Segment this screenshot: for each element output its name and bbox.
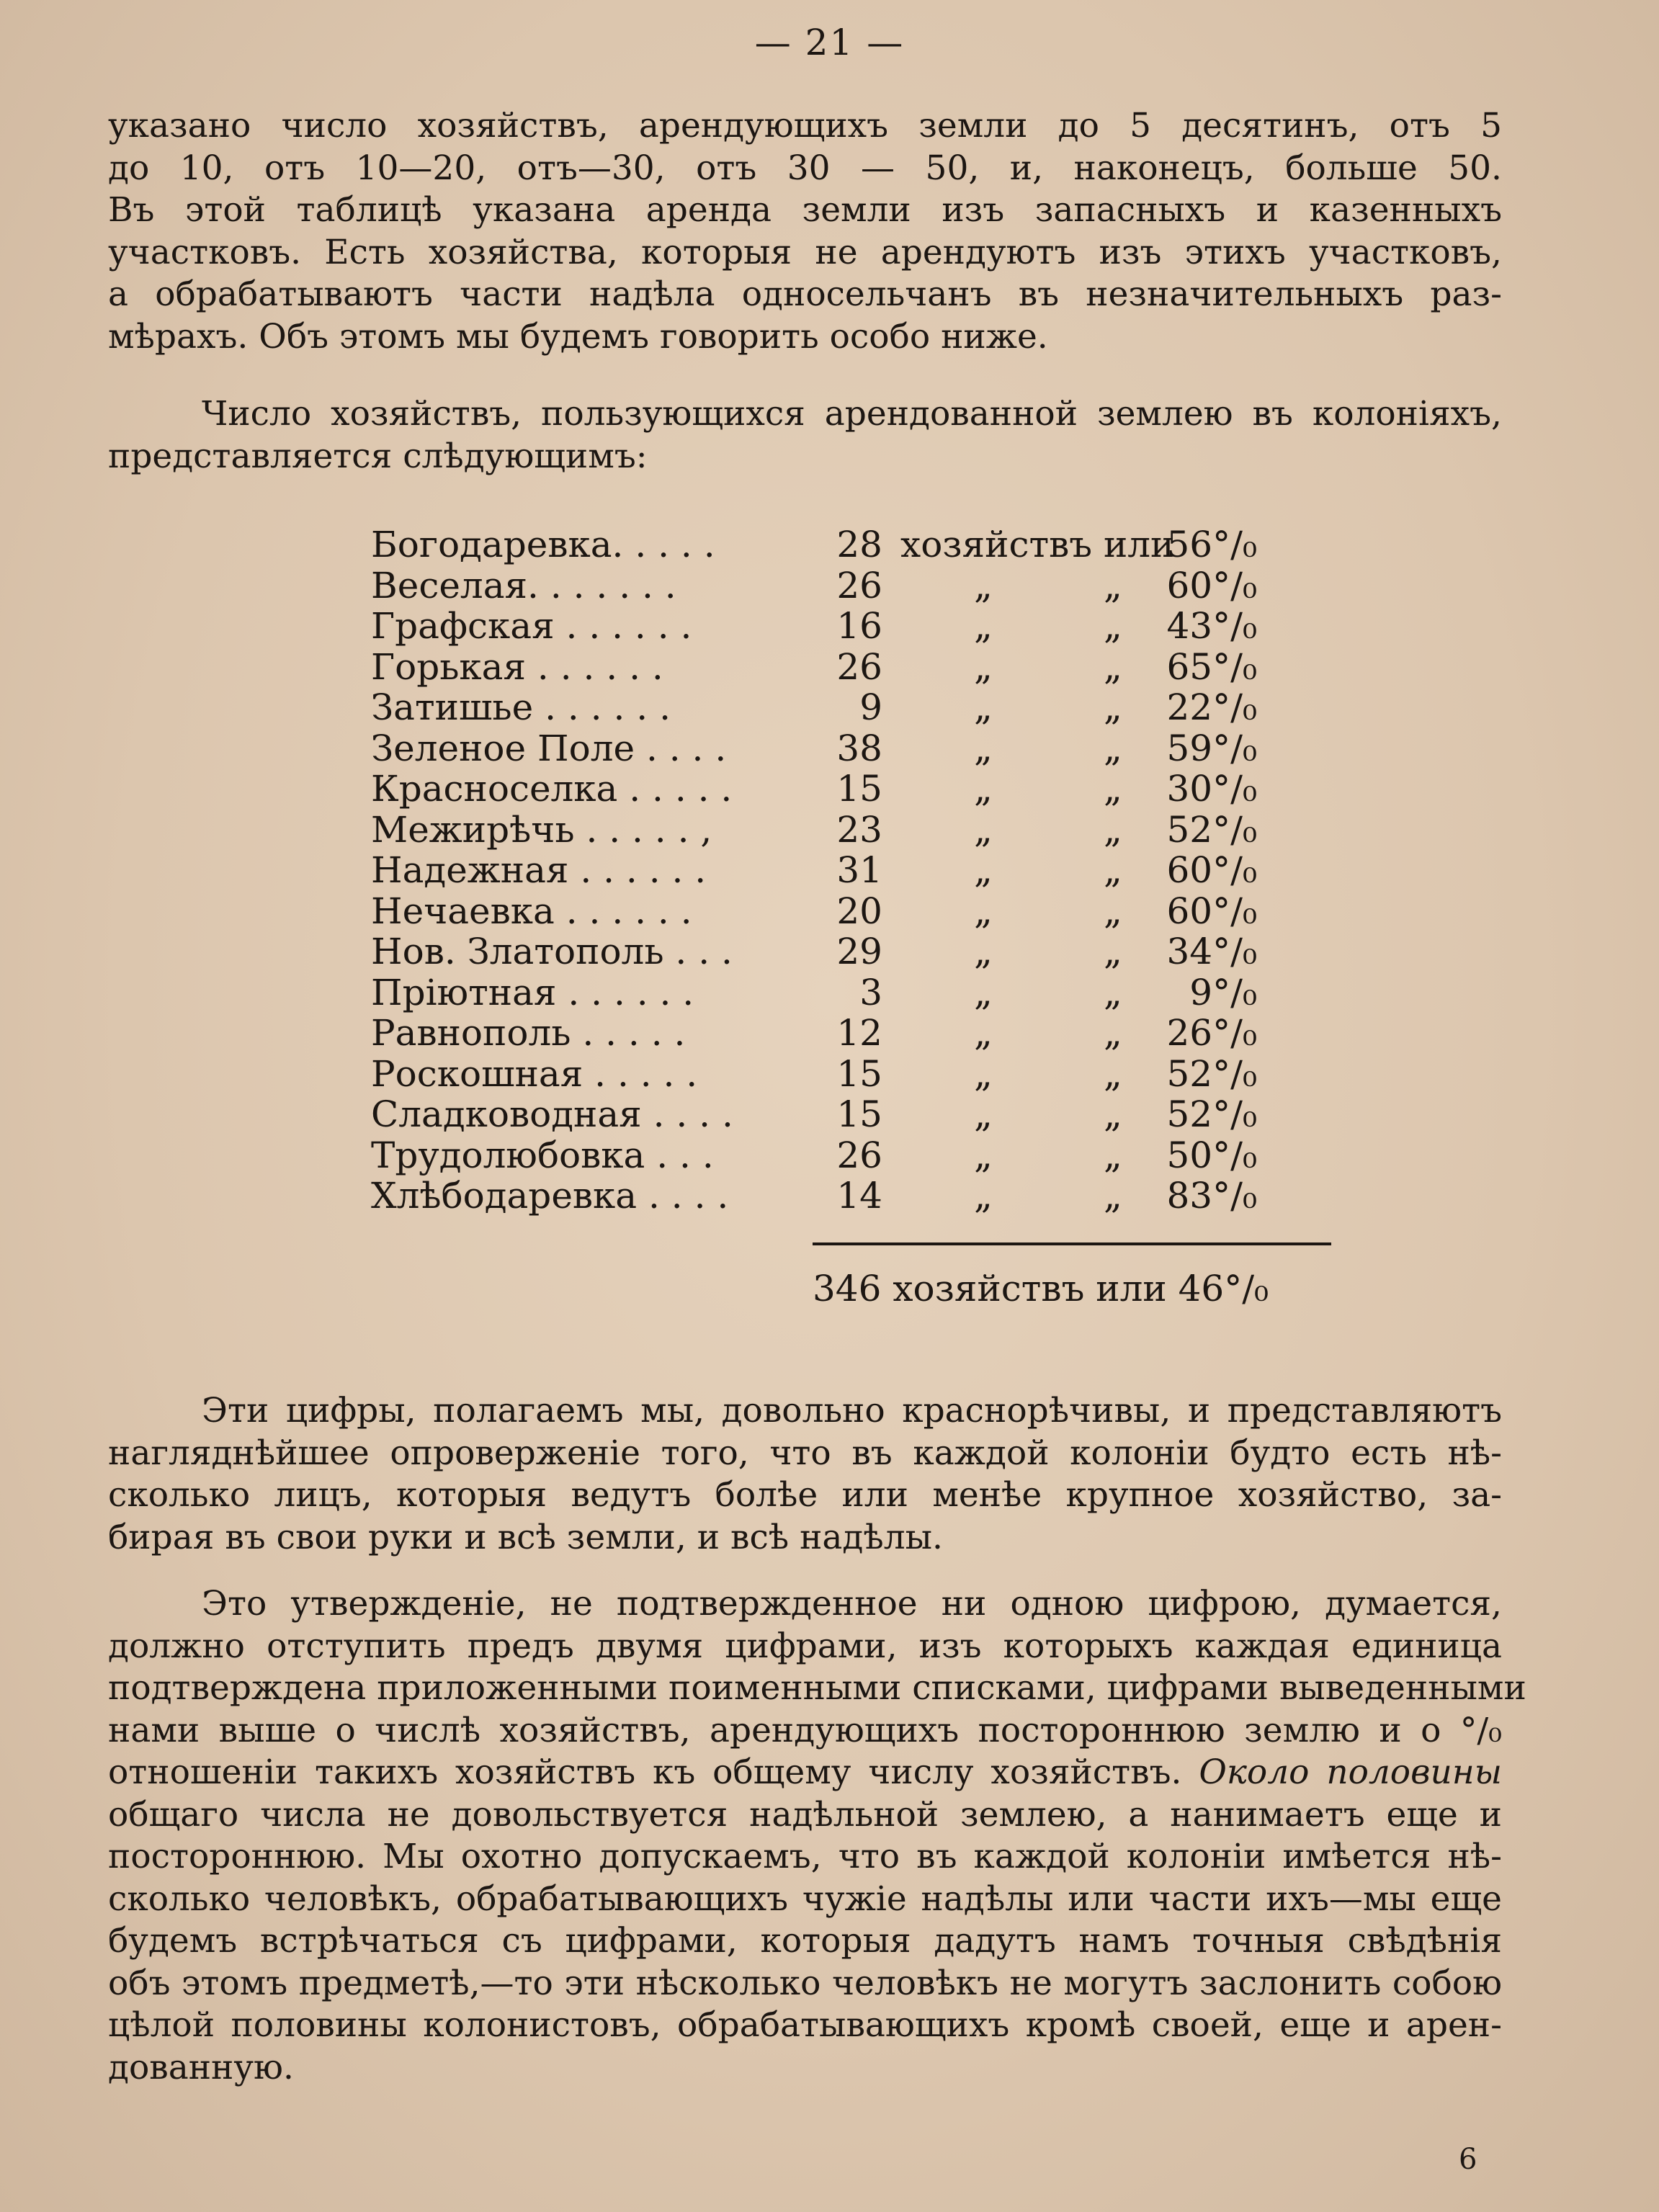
text-line: мѣрахъ. Объ этомъ мы будемъ говорить особо ниже. — [108, 316, 1048, 357]
percent-value: 52°/₀ — [1166, 1052, 1257, 1095]
text-line: должно отступить предъ двумя цифрами, изъ которыхъ каждая единица — [108, 1626, 1502, 1666]
percent-value: 65°/₀ — [1166, 645, 1257, 688]
table-row — [371, 891, 1329, 932]
paragraph-argument — [108, 1583, 1526, 2089]
paragraph-conclusion — [108, 1390, 1502, 1559]
table-row — [371, 1054, 1329, 1095]
page-number-header: — 21 — — [754, 22, 905, 63]
percent-value: 30°/₀ — [1166, 768, 1257, 810]
percent-value: 9°/₀ — [1189, 971, 1257, 1013]
colony-name: Надежная . . . . . . — [371, 849, 707, 891]
ditto-mark: „ — [974, 971, 993, 1013]
text-line: участковъ. Есть хозяйства, которыя не арендуютъ изъ этихъ участковъ, — [108, 232, 1502, 272]
text-line: будемъ встрѣчаться съ цифрами, которыя дадутъ намъ точныя свѣдѣнія — [108, 1921, 1502, 1961]
table-row — [371, 606, 1329, 647]
colony-name: Красноселка . . . . . — [371, 768, 733, 810]
text-line: до 10, отъ 10—20, отъ—30, отъ 30 — 50, и, наконецъ, больше 50. — [108, 148, 1502, 188]
ditto-mark: „ — [974, 605, 993, 647]
text-line: бирая въ свои руки и всѣ земли, и всѣ надѣлы. — [108, 1517, 943, 1557]
household-count: 38 — [836, 727, 882, 769]
table-row — [371, 850, 1329, 891]
ditto-mark: „ — [974, 645, 993, 688]
text-line: цѣлой половины колонистовъ, обрабатывающихъ кромѣ своей, еще и арен- — [108, 2005, 1502, 2045]
percent-value: 56°/₀ — [1166, 524, 1257, 565]
ditto-mark: „ — [1104, 605, 1122, 647]
ditto-mark: „ — [1104, 808, 1122, 851]
text-line: Эти цифры, полагаемъ мы, довольно краснорѣчивы, и представляютъ — [202, 1391, 1502, 1430]
ditto-mark: „ — [1104, 849, 1122, 891]
text-segment: отношеніи такихъ хозяйствъ къ общему числу хозяйствъ. — [108, 1752, 1182, 1792]
ditto-mark: „ — [974, 1052, 993, 1095]
percent-value: 83°/₀ — [1166, 1175, 1257, 1217]
table-row — [371, 1176, 1329, 1217]
ditto-mark: „ — [974, 1012, 993, 1054]
household-count: 23 — [836, 808, 882, 851]
colony-name: Пріютная . . . . . . — [371, 971, 694, 1013]
signature-mark: 6 — [1459, 2143, 1477, 2176]
percent-value: 26°/₀ — [1166, 1012, 1257, 1054]
ditto-mark: „ — [974, 931, 993, 972]
table-row — [371, 728, 1329, 769]
household-count: 14 — [836, 1175, 882, 1217]
colony-name: Нечаевка . . . . . . — [371, 890, 692, 932]
ditto-mark: „ — [974, 849, 993, 891]
colony-name: Горькая . . . . . . — [371, 645, 663, 688]
percent-value: 60°/₀ — [1166, 564, 1257, 606]
household-count: 15 — [836, 1093, 882, 1135]
paragraph-intro — [108, 105, 1502, 358]
ditto-mark: „ — [1104, 1175, 1122, 1217]
text-line: общаго числа не довольствуется надѣльной землею, а нанимаетъ еще и — [108, 1794, 1502, 1835]
text-line: постороннюю. Мы охотно допускаемъ, что въ каждой колоніи имѣется нѣ- — [108, 1837, 1502, 1876]
table-row — [371, 647, 1329, 688]
percent-value: 22°/₀ — [1166, 686, 1257, 728]
text-line: представляется слѣдующимъ: — [108, 436, 648, 476]
percent-value: 59°/₀ — [1166, 727, 1257, 769]
ditto-mark: „ — [1104, 727, 1122, 769]
colony-name: Сладководная . . . . — [371, 1093, 733, 1135]
colony-name: Зеленое Поле . . . . — [371, 727, 727, 769]
text-line: сколько лицъ, которыя ведутъ болѣе или менѣе крупное хозяйство, за- — [108, 1475, 1502, 1515]
italic-phrase: Около половины — [1199, 1752, 1502, 1792]
percent-value: 52°/₀ — [1166, 808, 1257, 851]
ditto-mark: „ — [1104, 645, 1122, 688]
household-count: 26 — [836, 1134, 882, 1176]
ditto-mark: „ — [974, 1093, 993, 1135]
percent-value: 60°/₀ — [1166, 849, 1257, 891]
colony-name: Межирѣчь . . . . . , — [371, 808, 712, 851]
text-line: нами выше о числѣ хозяйствъ, арендующихъ постороннюю землю и о °/₀ — [108, 1710, 1502, 1750]
ditto-mark: „ — [1104, 1052, 1122, 1095]
ditto-mark: „ — [974, 1175, 993, 1217]
household-count: 15 — [836, 1052, 882, 1095]
text-line-with-italic — [108, 1752, 1502, 1794]
ditto-mark: „ — [1104, 971, 1122, 1013]
text-line: Число хозяйствъ, пользующихся арендованной землею въ колоніяхъ, — [202, 394, 1502, 434]
percent-value: 60°/₀ — [1166, 890, 1257, 932]
ditto-mark: „ — [1104, 686, 1122, 728]
ditto-mark: „ — [974, 808, 993, 851]
table-row — [371, 565, 1329, 606]
household-count: 26 — [836, 645, 882, 688]
household-count: 15 — [836, 768, 882, 810]
household-count: 20 — [836, 890, 882, 932]
text-line: сколько человѣкъ, обрабатывающихъ чужіе надѣлы или части ихъ—мы еще — [108, 1879, 1502, 1919]
ditto-mark: „ — [974, 686, 993, 728]
table-row — [371, 769, 1329, 810]
table-row — [371, 1013, 1329, 1054]
colony-name: Веселая. . . . . . . — [371, 564, 676, 606]
ditto-mark: „ — [974, 890, 993, 932]
ditto-mark: „ — [1104, 1012, 1122, 1054]
table-row — [371, 1135, 1329, 1176]
colony-name: Графская . . . . . . — [371, 605, 692, 647]
text-line: нагляднѣйшее опроверженіе того, что въ каждой колоніи будто есть нѣ- — [108, 1433, 1502, 1473]
text-line: подтверждена приложенными поименными списками, цифрами выведенными — [108, 1668, 1526, 1708]
paragraph-table-lead — [108, 393, 1502, 478]
table-row — [371, 687, 1329, 728]
household-count: 28 — [836, 524, 882, 565]
percent-value: 50°/₀ — [1166, 1134, 1257, 1176]
text-line: указано число хозяйствъ, арендующихъ земли до 5 десятинъ, отъ 5 — [108, 106, 1502, 145]
text-line: а обрабатываютъ части надѣла односельчанъ въ незначительныхъ раз- — [108, 274, 1502, 314]
household-count: 31 — [836, 849, 882, 891]
table-row — [371, 972, 1329, 1013]
text-line: объ этомъ предметѣ,—то эти нѣсколько человѣкъ не могутъ заслонить собою — [108, 1963, 1502, 2003]
household-count: 16 — [836, 605, 882, 647]
household-count: 29 — [836, 931, 882, 972]
colony-name: Хлѣбодаревка . . . . — [371, 1175, 729, 1217]
text-line: Въ этой таблицѣ указана аренда земли изъ запасныхъ и казенныхъ — [108, 190, 1502, 230]
colony-name: Равнополь . . . . . — [371, 1012, 686, 1054]
total-rule — [813, 1242, 1331, 1245]
household-count: 3 — [859, 971, 882, 1013]
colony-name: Богодаревка. . . . . — [371, 524, 715, 565]
household-count: 9 — [859, 686, 882, 728]
colony-rental-table — [371, 524, 1329, 1217]
unit-label: хозяйствъ или — [900, 524, 1175, 565]
ditto-mark: „ — [1104, 890, 1122, 932]
colony-name: Роскошная . . . . . — [371, 1052, 698, 1095]
ditto-mark: „ — [974, 1134, 993, 1176]
text-line: дованную. — [108, 2047, 294, 2087]
ditto-mark: „ — [1104, 1093, 1122, 1135]
ditto-mark: „ — [1104, 1134, 1122, 1176]
text-line: Это утвержденіе, не подтвержденное ни одною цифрою, думается, — [202, 1584, 1502, 1624]
table-total: 346 хозяйствъ или 46°/₀ — [813, 1268, 1269, 1309]
percent-value: 34°/₀ — [1166, 931, 1257, 972]
ditto-mark: „ — [974, 768, 993, 810]
ditto-mark: „ — [1104, 564, 1122, 606]
ditto-mark: „ — [974, 727, 993, 769]
percent-value: 52°/₀ — [1166, 1093, 1257, 1135]
household-count: 12 — [836, 1012, 882, 1054]
household-count: 26 — [836, 564, 882, 606]
table-row — [371, 931, 1329, 972]
ditto-mark: „ — [1104, 931, 1122, 972]
table-row — [371, 524, 1329, 565]
colony-name: Затишье . . . . . . — [371, 686, 671, 728]
ditto-mark: „ — [974, 564, 993, 606]
table-row — [371, 810, 1329, 851]
colony-name: Трудолюбовка . . . — [371, 1134, 714, 1176]
colony-name: Нов. Златополь . . . — [371, 931, 733, 972]
table-row — [371, 1094, 1329, 1135]
ditto-mark: „ — [1104, 768, 1122, 810]
percent-value: 43°/₀ — [1166, 605, 1257, 647]
